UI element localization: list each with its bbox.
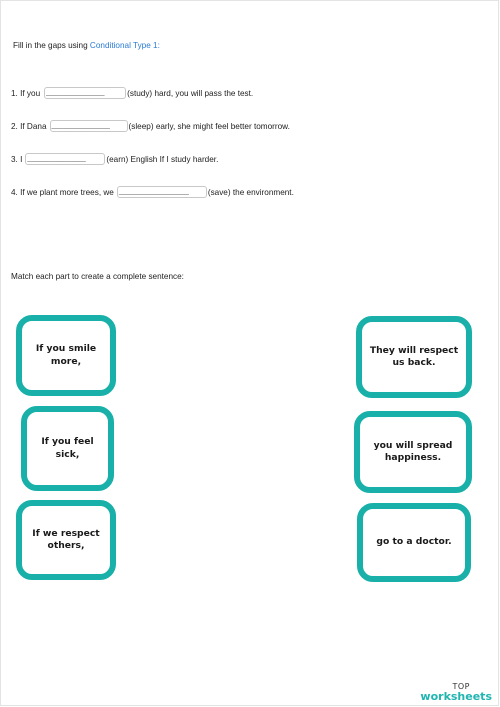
question-1 [11, 87, 253, 99]
question-4 [11, 186, 294, 198]
logo-brand-text: worksheets [420, 690, 492, 703]
question-3-end: (earn) English If I study harder. [106, 154, 219, 164]
fill-gaps-instruction [13, 41, 160, 50]
right-card-1[interactable] [356, 316, 472, 398]
match-instruction: Match each part to create a complete sentence: [11, 272, 184, 281]
question-2 [11, 120, 290, 132]
answer-input-3[interactable]: _______________ [25, 153, 105, 165]
question-1-end: (study) hard, you will pass the test. [127, 88, 254, 98]
question-1-start: 1. If you [11, 88, 41, 98]
instruction-accent: Conditional Type 1: [89, 41, 160, 50]
instruction-text: Fill in the gaps using [13, 41, 90, 50]
question-2-end: (sleep) early, she might feel better tomorrow. [128, 121, 290, 131]
left-card-2-text: If you feel sick, [41, 436, 94, 460]
right-card-3-text: go to a doctor. [376, 536, 452, 548]
right-card-3[interactable] [357, 503, 471, 582]
left-card-3-text: If we respect others, [32, 527, 100, 551]
right-card-2[interactable] [354, 411, 472, 493]
question-4-start: 4. If we plant more trees, we [11, 187, 114, 197]
question-2-start: 2. If Dana [11, 121, 47, 131]
left-card-1-text: If you smile more, [35, 343, 97, 367]
right-card-2-text: you will spread happiness. [373, 439, 453, 463]
answer-input-4[interactable]: __________________ [117, 186, 207, 198]
topworksheets-logo [420, 683, 492, 702]
answer-input-2[interactable]: _______________ [50, 120, 128, 132]
left-card-1[interactable] [16, 315, 116, 396]
answer-input-1[interactable]: _______________ [44, 87, 126, 99]
right-card-1-text: They will respect us back. [369, 344, 459, 368]
question-4-end: (save) the environment. [207, 187, 294, 197]
question-3 [11, 153, 218, 165]
left-card-2[interactable] [21, 406, 114, 491]
logo-top-text: TOP [452, 682, 470, 691]
question-3-start: 3. I [11, 154, 23, 164]
left-card-3[interactable] [16, 500, 116, 580]
